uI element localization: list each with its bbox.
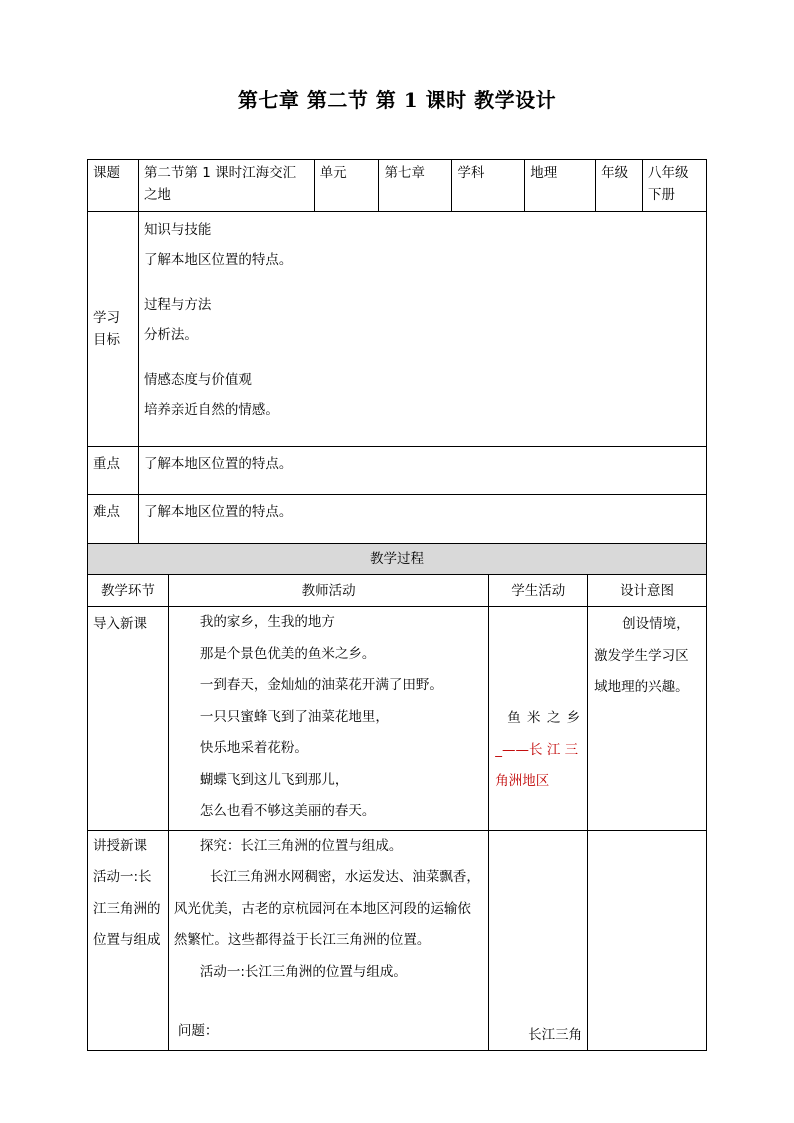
teacher-activity-new — [168, 830, 488, 1050]
difficulty-text: 了解本地区位置的特点。 — [138, 495, 706, 544]
process-header: 教学过程 — [88, 544, 707, 575]
column-header: 教学环节 — [88, 575, 169, 607]
paragraph-text: 长江三角洲水网稠密，水运发达、油菜飘香，风光优美，古老的京杭园河在本地区河段的运输依然繁忙。这些都得益于长江三角洲的位置。 — [173, 869, 480, 948]
subject-label: 学科 — [452, 160, 525, 212]
design-intent-intro: 创设情境，激发学生学习区域地理的兴趣。 — [588, 607, 707, 831]
poem — [174, 607, 483, 828]
poem-line: 我的家乡，生我的地方 — [199, 614, 335, 630]
difficulty-label: 难点 — [88, 495, 139, 544]
poem-line: 一到春天，金灿灿的油菜花开满了田野。 — [199, 677, 443, 693]
goals-label: 学习目标 — [88, 212, 139, 447]
poem-line: 那是个景色优美的鱼米之乡。 — [199, 645, 376, 662]
stage-intro: 导入新课 — [88, 607, 169, 831]
goal-knowledge — [144, 214, 701, 273]
goal-text: 分析法。 — [143, 327, 198, 343]
poem-line: 快乐地采着花粉。 — [199, 740, 308, 756]
topic-value: 第二节第 1 课时江海交汇之地 — [138, 160, 314, 212]
student-text: 鱼 米 之 乡 — [507, 710, 582, 726]
stage-new-lesson: 讲授新课 活动一:长江三角洲的位置与组成 — [88, 830, 169, 1050]
design-intent-new — [588, 830, 707, 1050]
goals-content — [138, 212, 706, 447]
teacher-activity-intro — [168, 607, 488, 831]
column-header: 教师活动 — [168, 575, 488, 607]
subject-value: 地理 — [525, 160, 596, 212]
goal-attitude — [144, 368, 701, 423]
goal-text: 了解本地区位置的特点。 — [143, 252, 293, 268]
lesson-info-table — [87, 159, 707, 544]
poem-line: 一只只蜜蜂飞到了油菜花地里， — [199, 708, 389, 725]
grade-value: 八年级下册 — [643, 160, 707, 212]
goal-text: 培养亲近自然的情感。 — [143, 402, 279, 418]
key-point-text: 了解本地区位置的特点。 — [138, 447, 706, 495]
goal-heading: 过程与方法 — [143, 297, 212, 313]
teaching-process-table — [87, 543, 707, 1051]
key-point-label: 重点 — [88, 447, 139, 495]
column-header: 设计意图 — [588, 575, 707, 607]
question-text: 问题： — [177, 1023, 219, 1039]
column-header: 学生活动 — [489, 575, 588, 607]
student-text-red: _——长 江 三角洲地区 — [495, 741, 579, 789]
topic-label: 课题 — [88, 160, 139, 212]
page-title: 第七章 第二节 第 1 课时 教学设计 — [237, 88, 557, 112]
poem-line: 蝴蝶飞到这儿飞到那儿， — [199, 771, 349, 788]
grade-label: 年级 — [596, 160, 643, 212]
activity-text: 活动一:长江三角洲的位置与组成。 — [199, 963, 407, 980]
student-activity-intro — [489, 607, 588, 831]
student-activity-new: 长江三角 — [489, 830, 588, 1050]
unit-value: 第七章 — [379, 160, 452, 212]
unit-label: 单元 — [314, 160, 379, 212]
goal-heading: 知识与技能 — [143, 222, 212, 238]
explore-text: 探究：长江三角洲的位置与组成。 — [199, 837, 403, 854]
poem-line: 怎么也看不够这美丽的春天。 — [199, 803, 376, 819]
goal-process — [144, 293, 701, 348]
goal-heading: 情感态度与价值观 — [143, 372, 252, 388]
